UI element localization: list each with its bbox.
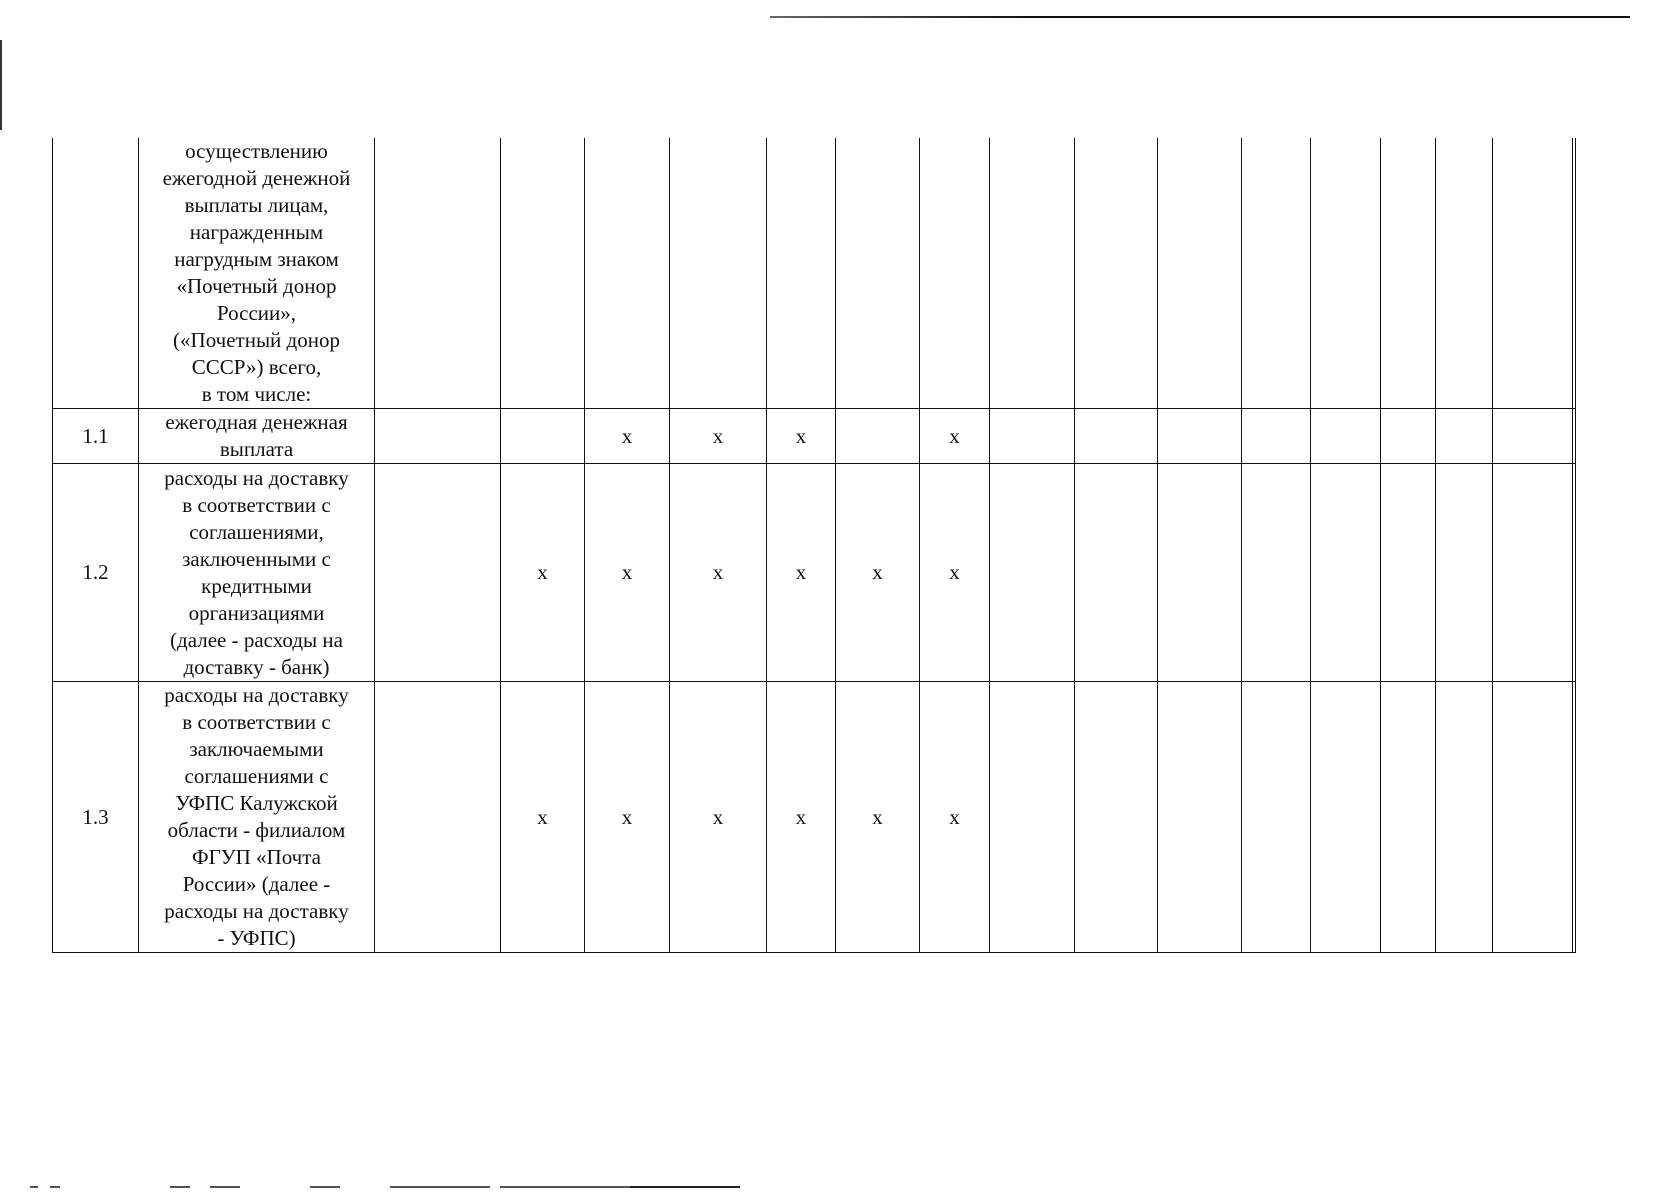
table-cell [1158, 464, 1242, 682]
table-row [53, 409, 1576, 464]
row-description-cell [139, 138, 375, 409]
table-cell [1158, 138, 1242, 409]
table-cell [1573, 682, 1576, 953]
table-cell: x [767, 409, 836, 464]
table-cell [1573, 409, 1576, 464]
table-cell [1381, 682, 1436, 953]
table-cell: x [501, 464, 585, 682]
row-number: 1.3 [53, 682, 139, 953]
row-number [53, 138, 139, 409]
table-cell [1493, 138, 1573, 409]
table-cell: x [585, 464, 670, 682]
table-row [53, 682, 1576, 953]
table-cell [1075, 464, 1158, 682]
row-number: 1.2 [53, 464, 139, 682]
table-cell [375, 464, 501, 682]
table-cell [836, 409, 920, 464]
table-cell [1493, 464, 1573, 682]
data-table [52, 138, 1576, 953]
table-cell [375, 409, 501, 464]
table-cell [1242, 682, 1311, 953]
table-cell [1436, 409, 1493, 464]
table-cell: x [767, 464, 836, 682]
row-description: расходы на доставку в соответствии с соглашениями, заключенными с кредитными организациями (далее - расходы на доставку - банк) [164, 465, 349, 679]
table-cell [501, 409, 585, 464]
table-cell [1075, 682, 1158, 953]
table-cell: x [836, 682, 920, 953]
table-cell [1075, 409, 1158, 464]
table-row [53, 138, 1576, 409]
table-cell [1436, 138, 1493, 409]
table-cell [1381, 138, 1436, 409]
table-cell [1242, 138, 1311, 409]
table-cell [1436, 464, 1493, 682]
table-cell [990, 464, 1075, 682]
table-cell: x [585, 409, 670, 464]
table-cell [1311, 682, 1381, 953]
table-row [53, 464, 1576, 682]
table-cell: x [836, 464, 920, 682]
table-cell [1493, 682, 1573, 953]
table-cell [1573, 464, 1576, 682]
table-cell [1075, 138, 1158, 409]
table-cell [920, 138, 990, 409]
table-cell [375, 682, 501, 953]
row-description-cell [139, 409, 375, 464]
top-scan-rule [770, 16, 1630, 18]
table-cell: x [920, 682, 990, 953]
table-cell [990, 409, 1075, 464]
left-scan-edge [0, 40, 2, 130]
table-cell: x [767, 682, 836, 953]
table-cell: x [670, 464, 767, 682]
row-description: осуществлению ежегодной денежной выплаты лицам, награжденным нагрудным знаком «Почетный донор России», («Почетный донор СССР») всего, в том числе: [162, 139, 351, 406]
table-cell: x [670, 409, 767, 464]
table-cell [1242, 409, 1311, 464]
table-cell [1381, 409, 1436, 464]
row-number: 1.1 [53, 409, 139, 464]
table-body [53, 138, 1576, 953]
table-cell [1311, 464, 1381, 682]
table-cell: x [920, 464, 990, 682]
table-cell: x [920, 409, 990, 464]
table-cell [1158, 409, 1242, 464]
table-cell: x [670, 682, 767, 953]
row-description-cell [139, 464, 375, 682]
table-cell [501, 138, 585, 409]
row-description: ежегодная денежная выплата [165, 410, 348, 461]
table-cell: x [501, 682, 585, 953]
table-cell [1573, 138, 1576, 409]
table-cell [1242, 464, 1311, 682]
table-cell [1493, 409, 1573, 464]
table-cell [767, 138, 836, 409]
table-cell [1311, 138, 1381, 409]
table-cell: x [585, 682, 670, 953]
table-cell [585, 138, 670, 409]
row-description: расходы на доставку в соответствии с заключаемыми соглашениями с УФПС Калужской области - филиалом ФГУП «Почта России» (далее - расходы на доставку - УФПС) [164, 683, 349, 950]
table-cell [990, 682, 1075, 953]
table-cell [1381, 464, 1436, 682]
table-cell [670, 138, 767, 409]
bottom-scan-marks [30, 1186, 750, 1190]
row-description-cell [139, 682, 375, 953]
table-cell [1436, 682, 1493, 953]
table-cell [1158, 682, 1242, 953]
table-cell [836, 138, 920, 409]
table-cell [375, 138, 501, 409]
table-cell [1311, 409, 1381, 464]
table-cell [990, 138, 1075, 409]
